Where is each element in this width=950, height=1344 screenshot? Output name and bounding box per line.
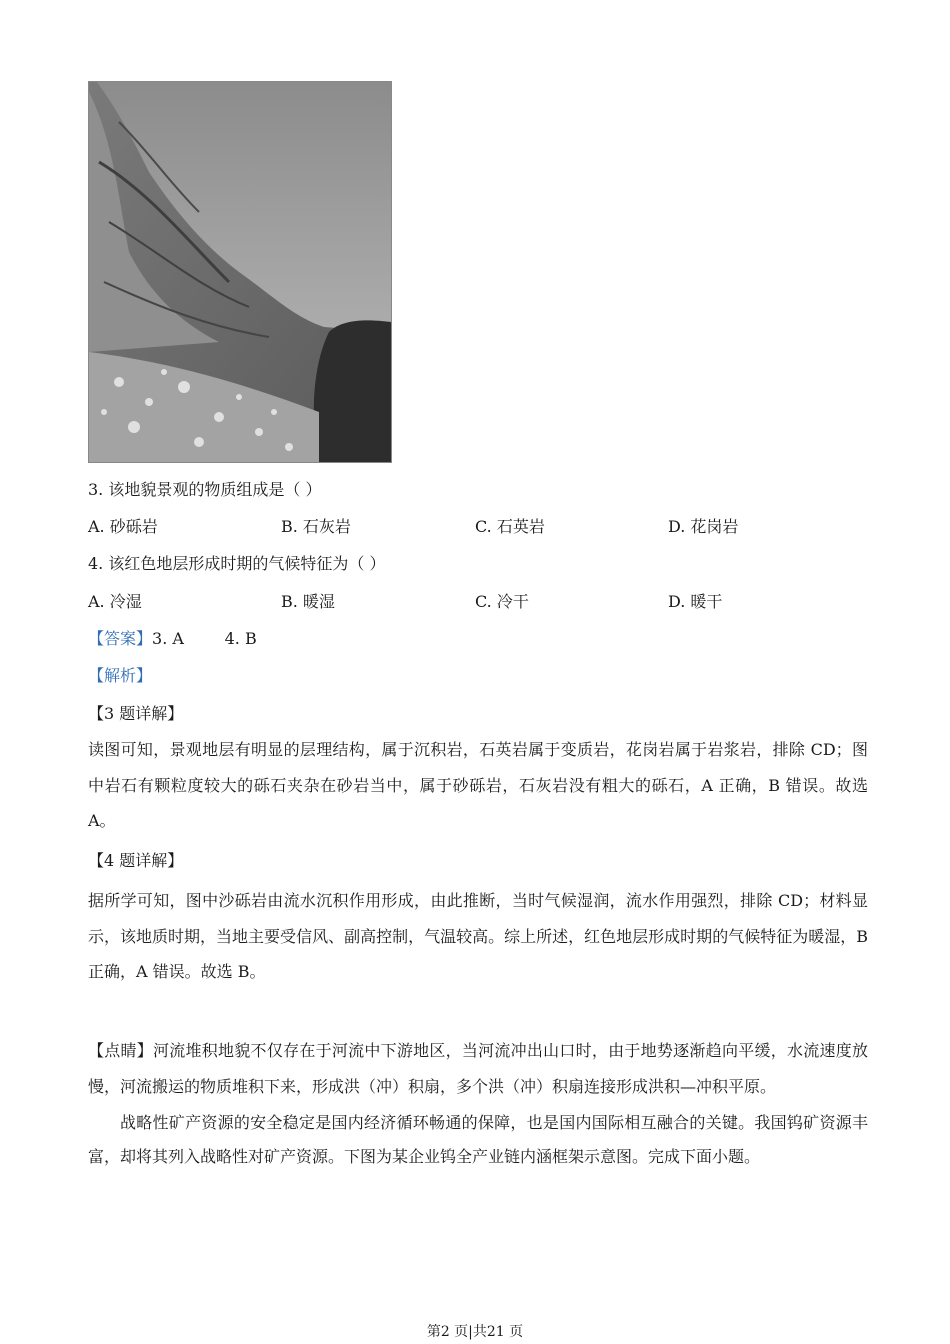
answer-label: 【答案】 bbox=[88, 629, 153, 648]
q3-option-a: A. 砂砾岩 bbox=[88, 517, 158, 536]
landform-photo bbox=[88, 81, 392, 463]
detail-3-text: 读图可知，景观地层有明显的层理结构，属于沉积岩，石英岩属于变质岩，花岗岩属于岩浆岩，排除 CD；图中岩石有颗粒度较大的砾石夹杂在砂岩当中，属于砂砾岩，石灰岩没有粗大的砾石，A 正确，B 错误。故选 A。 bbox=[88, 740, 868, 830]
answer-text: 3. A 4. B bbox=[152, 629, 257, 648]
q3-option-b: B. 石灰岩 bbox=[281, 517, 351, 536]
q4-option-d: D. 暖干 bbox=[668, 592, 723, 611]
question-4-stem: 4. 该红色地层形成时期的气候特征为（ ） bbox=[88, 554, 386, 573]
q4-option-c: C. 冷干 bbox=[475, 592, 529, 611]
page-footer: 第2 页|共21 页 bbox=[426, 1324, 524, 1340]
answer-line bbox=[88, 628, 257, 650]
tip-paragraph bbox=[88, 1033, 868, 1104]
question-3-stem: 3. 该地貌景观的物质组成是（ ） bbox=[88, 480, 322, 499]
q4-option-b: B. 暖湿 bbox=[281, 592, 335, 611]
detail-4-heading: 【4 题详解】 bbox=[88, 851, 184, 870]
next-question-intro: 战略性矿产资源的安全稳定是国内经济循环畅通的保障，也是国内国际相互融合的关键。我国钨矿资源丰富，却将其列入战略性对矿产资源。下图为某企业钨全产业链内涵框架示意图。完成下面小题。 bbox=[88, 1113, 868, 1166]
q4-option-a: A. 冷湿 bbox=[88, 592, 142, 611]
q3-option-d: D. 花岗岩 bbox=[668, 517, 739, 536]
detail-3-heading: 【3 题详解】 bbox=[88, 704, 184, 723]
tip-text: 河流堆积地貌不仅存在于河流中下游地区，当河流冲出山口时，由于地势逐渐趋向平缓，水流速度放慢，河流搬运的物质堆积下来，形成洪（冲）积扇，多个洪（冲）积扇连接形成洪积—冲积平原。 bbox=[88, 1041, 868, 1096]
tip-label: 【点睛】 bbox=[88, 1041, 154, 1060]
detail-4-text: 据所学可知，图中沙砾岩由流水沉积作用形成，由此推断，当时气候湿润，流水作用强烈，排除 CD；材料显示，该地质时期，当地主要受信风、副高控制，气温较高。综上所述，红色地层形成时期的气候特征为暖湿，B 正确，A 错误。故选 B。 bbox=[88, 891, 868, 981]
q3-option-c: C. 石英岩 bbox=[475, 517, 545, 536]
analysis-label: 【解析】 bbox=[88, 666, 153, 685]
